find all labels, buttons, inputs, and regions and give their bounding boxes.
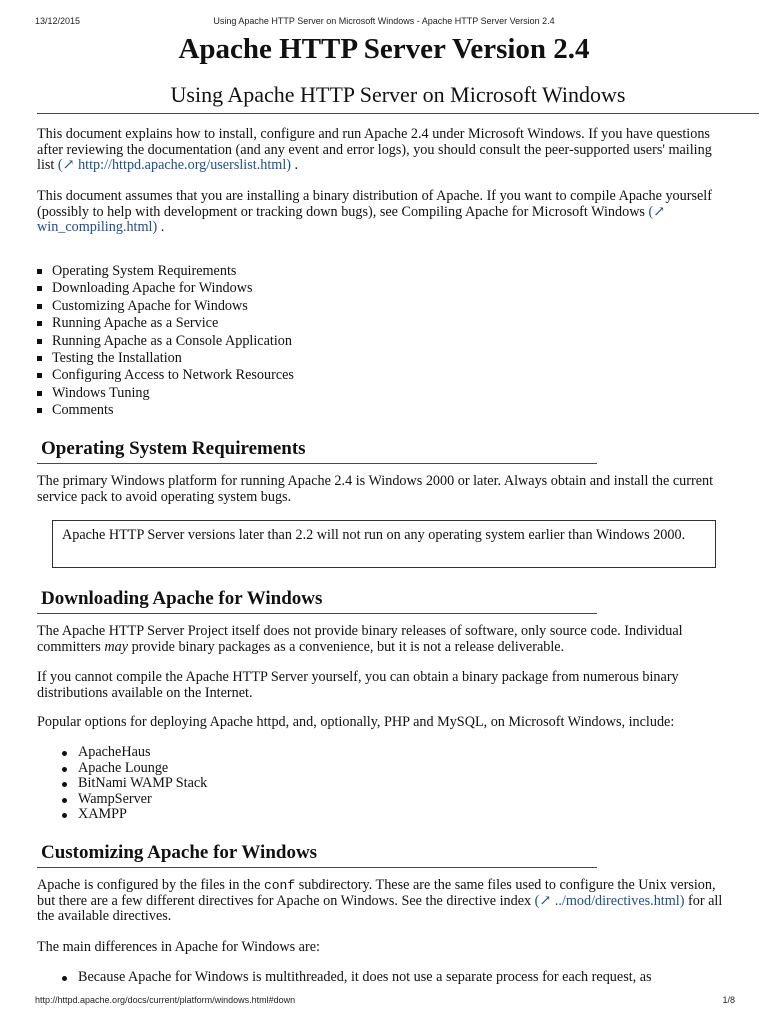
downloading-paragraph-3: Popular options for deploying Apache httpd, and, optionally, PHP and MySQL, on Microsoft Windows, include:: [37, 714, 675, 730]
difference-item-1: Because Apache for Windows is multithreaded, it does not use a separate process for each request, as: [61, 970, 721, 986]
toc-item-customizing[interactable]: Customizing Apache for Windows: [37, 298, 294, 315]
section-heading-os-requirements: Operating System Requirements: [37, 437, 597, 464]
print-url: http://httpd.apache.org/docs/current/platform/windows.html#down: [35, 995, 296, 1005]
option-wampserver[interactable]: WampServer: [61, 792, 207, 808]
win-compiling-link[interactable]: (↗ win_compiling.html): [37, 203, 666, 236]
option-apachehaus[interactable]: ApacheHaus: [61, 745, 207, 761]
toc-item-comments[interactable]: Comments: [37, 402, 294, 419]
print-page-number: 1/8: [722, 995, 735, 1005]
intro-text-2: This document assumes that you are installing a binary distribution of Apache. If you want to compile Apache yourself (possibly to help with development or tracking down bugs), see Compiling Apache for Microsoft Windows: [37, 188, 712, 220]
document-title: Apache HTTP Server Version 2.4: [178, 33, 590, 65]
section-heading-downloading: Downloading Apache for Windows: [37, 587, 597, 614]
intro-paragraph-1: This document explains how to install, configure and run Apache 2.4 under Microsoft Windows. If you have questions after reviewing the documentation (and any event and error logs), you should consult the peer-supported users' mailing list (↗ http://httpd.apache.org/userslist.html) .: [37, 126, 712, 174]
downloading-paragraph-2: If you cannot compile the Apache HTTP Server yourself, you can obtain a binary package from numerous binary distributions available on the Internet.: [37, 669, 679, 701]
option-bitnami-wamp[interactable]: BitNami WAMP Stack: [61, 776, 207, 792]
print-date: 13/12/2015: [35, 16, 81, 26]
print-footer: [0, 995, 768, 1009]
toc-item-service[interactable]: Running Apache as a Service: [37, 315, 294, 332]
toc-item-network-access[interactable]: Configuring Access to Network Resources: [37, 367, 294, 384]
intro-paragraph-2: This document assumes that you are installing a binary distribution of Apache. If you want to compile Apache yourself (possibly to help with development or tracking down bugs), see Compiling Apache for Microsoft Windows (↗ win_compiling.html) .: [37, 188, 712, 236]
table-of-contents: [37, 263, 294, 420]
conf-code: conf: [263, 878, 296, 893]
directives-index-link[interactable]: (↗ ../mod/directives.html): [534, 892, 685, 909]
distribution-options-list: [61, 745, 207, 823]
intro-text-1: This document explains how to install, configure and run Apache 2.4 under Microsoft Windows. If you have questions after reviewing the documentation (and any event and error logs), you should consult the peer-supported users' mailing list: [37, 126, 712, 174]
print-header: [0, 16, 768, 30]
os-requirements-text: The primary Windows platform for running Apache 2.4 is Windows 2000 or later. Always obtain and install the current service pack to avoid operating system bugs.: [37, 473, 714, 505]
customizing-paragraph-2: The main differences in Apache for Windows are:: [37, 939, 320, 955]
option-apache-lounge[interactable]: Apache Lounge: [61, 761, 207, 777]
toc-item-testing[interactable]: Testing the Installation: [37, 350, 294, 367]
toc-item-tuning[interactable]: Windows Tuning: [37, 385, 294, 402]
userslist-link[interactable]: (↗ http://httpd.apache.org/userslist.html): [57, 157, 291, 174]
option-xampp[interactable]: XAMPP: [61, 807, 207, 823]
print-page-title: Using Apache HTTP Server on Microsoft Windows - Apache HTTP Server Version 2.4: [213, 16, 555, 26]
page-subtitle: Using Apache HTTP Server on Microsoft Windows: [37, 81, 759, 114]
section-heading-customizing: Customizing Apache for Windows: [37, 841, 597, 868]
customizing-paragraph-1: Apache is configured by the files in the conf subdirectory. These are the same files used to configure the Unix version, but there are a few different directives for Apache on Windows. See the directive index (↗ ../mod/directives.html) for all the available directives.: [37, 877, 723, 925]
toc-item-os-requirements[interactable]: Operating System Requirements: [37, 263, 294, 280]
toc-item-console[interactable]: Running Apache as a Console Application: [37, 333, 294, 350]
may-emphasis: may: [104, 638, 129, 655]
version-note-box: Apache HTTP Server versions later than 2.2 will not run on any operating system earlier than Windows 2000.: [52, 520, 716, 568]
toc-item-downloading[interactable]: Downloading Apache for Windows: [37, 280, 294, 297]
downloading-paragraph-1: The Apache HTTP Server Project itself does not provide binary releases of software, only source code. Individual committers may provide binary packages as a convenience, but it is not a release deliverable.: [37, 623, 683, 655]
